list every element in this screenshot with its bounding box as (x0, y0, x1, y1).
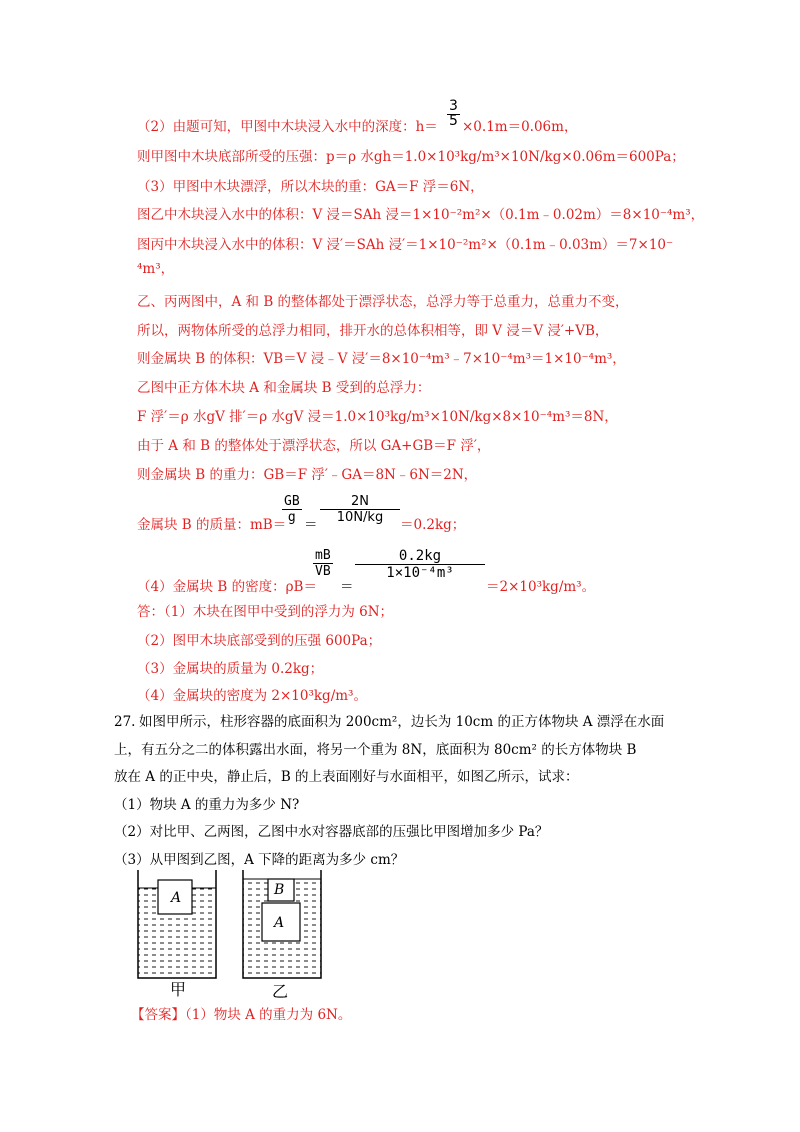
container-jia (138, 870, 216, 978)
numerator: 3 (449, 98, 458, 114)
sub-question-1: （1）物块 A 的重力为多少 N? (114, 797, 300, 813)
figure-caption-jia: 甲 (170, 980, 187, 999)
block-b-label: B (274, 882, 285, 898)
numerator: 2N (351, 494, 369, 509)
numerator: GB (284, 494, 300, 509)
solution-line-density-result: ＝2×10³kg/m³。 (486, 579, 596, 595)
answer-summary-1: 答：（1）木块在图甲中受到的浮力为 6N； (137, 604, 394, 620)
question-number: 27. (114, 714, 136, 730)
denominator: 10N/kg (336, 510, 384, 525)
solution-line-float: 乙、丙两图中，A 和 B 的整体都处于漂浮状态，总浮力等于总重力，总重力不变， (137, 294, 629, 310)
question-line-1: 如图甲所示，柱形容器的底面积为 200cm²，边长为 10cm 的正方体物块 A 漂浮在水面 (139, 714, 665, 730)
sub-question-3: （3）从甲图到乙图，A 下降的距离为多少 cm？ (114, 852, 405, 868)
answer-text: （1）物块 A 的重力为 6N。 (185, 1007, 352, 1023)
text: （2）由题可知，甲图中木块浸入水中的深度：h＝ (137, 119, 438, 135)
fraction-2n-over-10n (320, 494, 400, 525)
numerator: 0.2kg (398, 548, 442, 564)
solution-line-buoyancy-calc: F 浮′＝ρ 水gV 排′＝ρ 水gV 浸＝1.0×10³kg/m³×10N/kg×8×10⁻⁴m³＝8N， (137, 409, 618, 425)
solution-line-2b (462, 118, 577, 136)
solution-line-vb: 则金属块 B 的体积：VB＝V 浸﹣V 浸′＝8×10⁻⁴m³﹣7×10⁻⁴m³＝1×10⁻⁴m³， (137, 351, 626, 367)
answer-summary-4: （4）金属块的密度为 2×10³kg/m³。 (137, 688, 367, 704)
sub-question-2: （2）对比甲、乙两图，乙图中水对容器底部的压强比甲图增加多少 Pa？ (114, 824, 549, 840)
solution-line-mass-result: ＝0.2kg； (400, 517, 466, 533)
solution-line-mass-label: 金属块 B 的质量：mB＝ (137, 517, 287, 533)
answer-tag: 【答案】 (131, 1007, 185, 1023)
block-a-label-jia: A (171, 890, 182, 906)
denominator: 1×10⁻⁴m³ (386, 565, 454, 581)
text: ×0.1m＝0.06m， (462, 119, 578, 135)
solution-line-ga-gb: 由于 A 和 B 的整体处于漂浮状态，所以 GA+GB＝F 浮′， (137, 438, 491, 454)
solution-line-pressure: 则甲图中木块底部所受的压强：p＝ρ 水gh＝1.0×10³kg/m³×10N/kg×0.06m＝600Pa； (137, 149, 685, 165)
block-a-label-yi: A (274, 915, 285, 931)
equals-sign: ＝ (304, 517, 318, 533)
answer-summary-3: （3）金属块的质量为 0.2kg； (137, 661, 324, 677)
numerator: mB (315, 548, 331, 563)
fraction-mass-over-volume (355, 548, 485, 581)
denominator: VB (315, 564, 331, 579)
denominator: 5 (449, 113, 458, 129)
answer-summary-2: （2）图甲木块底部受到的压强 600Pa； (137, 633, 382, 649)
container-diagram (136, 868, 336, 1008)
solution-line-vol-yi: 图乙中木块浸入水中的体积：V 浸＝SAh 浸＝1×10⁻²m²×（0.1m﹣0.02m）＝8×10⁻⁴m³， (137, 207, 705, 223)
denominator: g (287, 510, 296, 525)
fraction-three-fifths (447, 98, 460, 127)
figure-caption-yi: 乙 (272, 982, 289, 1001)
solution-line-gb: 则金属块 B 的重力：GB＝F 浮′﹣GA＝8N﹣6N＝2N， (137, 467, 478, 483)
equals-sign: ＝ (340, 579, 354, 595)
question-line-2: 上，有五分之二的体积露出水面，将另一个重为 8N，底面积为 80cm² 的长方体物块 B (114, 742, 637, 758)
fraction-gb-over-g (282, 494, 302, 525)
solution-line-total-buoyancy: 乙图中正方体木块 A 和金属块 B 受到的总浮力： (137, 380, 431, 396)
answer-line (131, 1006, 351, 1024)
solution-line-equal-volume: 所以，两物体所受的总浮力相同，排开水的总体积相等，即 V 浸＝V 浸′+VB， (137, 323, 609, 339)
solution-line-3: （3）甲图中木块漂浮，所以木块的重：GA＝F 浮＝6N， (137, 179, 484, 195)
fraction-mb-over-vb (313, 548, 333, 579)
solution-line-2a (137, 118, 438, 136)
solution-line-vol-bing: 图丙中木块浸入水中的体积：V 浸′＝SAh 浸′＝1×10⁻²m²×（0.1m﹣0.03m）＝7×10⁻ (137, 237, 674, 253)
solution-line-vol-bing-cont: ⁴m³， (137, 261, 175, 277)
question-line-3: 放在 A 的正中央，静止后，B 的上表面刚好与水面相平，如图乙所示，试求： (114, 769, 579, 785)
solution-line-density-label: （4）金属块 B 的密度：ρB＝ (137, 579, 317, 595)
